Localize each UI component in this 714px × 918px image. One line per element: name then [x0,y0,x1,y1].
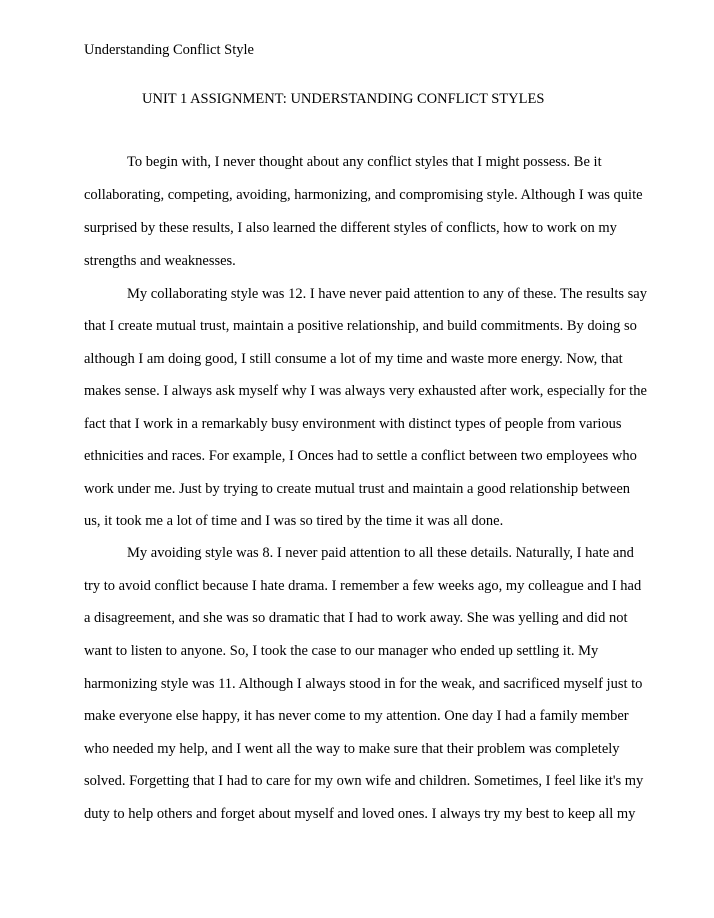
body-line: ethnicities and races. For example, I Onces had to settle a conflict between two employees who [84,448,637,464]
body-line: make everyone else happy, it has never come to my attention. One day I had a family member [84,708,629,724]
body-line: makes sense. I always ask myself why I was always very exhausted after work, especially for the [84,383,647,399]
body-line: My collaborating style was 12. I have never paid attention to any of these. The results say [127,286,647,302]
body-line: fact that I work in a remarkably busy environment with distinct types of people from various [84,416,622,432]
body-line: although I am doing good, I still consume a lot of my time and waste more energy. Now, that [84,351,623,367]
document-title: UNIT 1 ASSIGNMENT: UNDERSTANDING CONFLICT STYLES [142,91,545,107]
body-line: solved. Forgetting that I had to care for my own wife and children. Sometimes, I feel like it's my [84,773,644,789]
body-line: a disagreement, and she was so dramatic that I had to work away. She was yelling and did not [84,610,628,626]
body-line: who needed my help, and I went all the way to make sure that their problem was completely [84,741,620,757]
body-line: My avoiding style was 8. I never paid attention to all these details. Naturally, I hate and [127,545,634,561]
body-line: strengths and weaknesses. [84,253,236,269]
body-line: work under me. Just by trying to create mutual trust and maintain a good relationship between [84,481,631,497]
body-line: To begin with, I never thought about any conflict styles that I might possess. Be it [127,154,602,170]
body-line: collaborating, competing, avoiding, harmonizing, and compromising style. Although I was quite [84,187,643,203]
body-line: try to avoid conflict because I hate drama. I remember a few weeks ago, my colleague and I had [84,578,642,594]
running-head: Understanding Conflict Style [84,42,254,58]
body-line: surprised by these results, I also learned the different styles of conflicts, how to work on my [84,220,617,236]
body-line: harmonizing style was 11. Although I always stood in for the weak, and sacrificed myself just to [84,676,643,692]
body-line: duty to help others and forget about myself and loved ones. I always try my best to keep all my [84,806,636,822]
body-line: want to listen to anyone. So, I took the case to our manager who ended up settling it. My [84,643,599,659]
body-line: us, it took me a lot of time and I was so tired by the time it was all done. [84,513,504,529]
body-line: that I create mutual trust, maintain a positive relationship, and build commitments. By doing so [84,318,637,334]
